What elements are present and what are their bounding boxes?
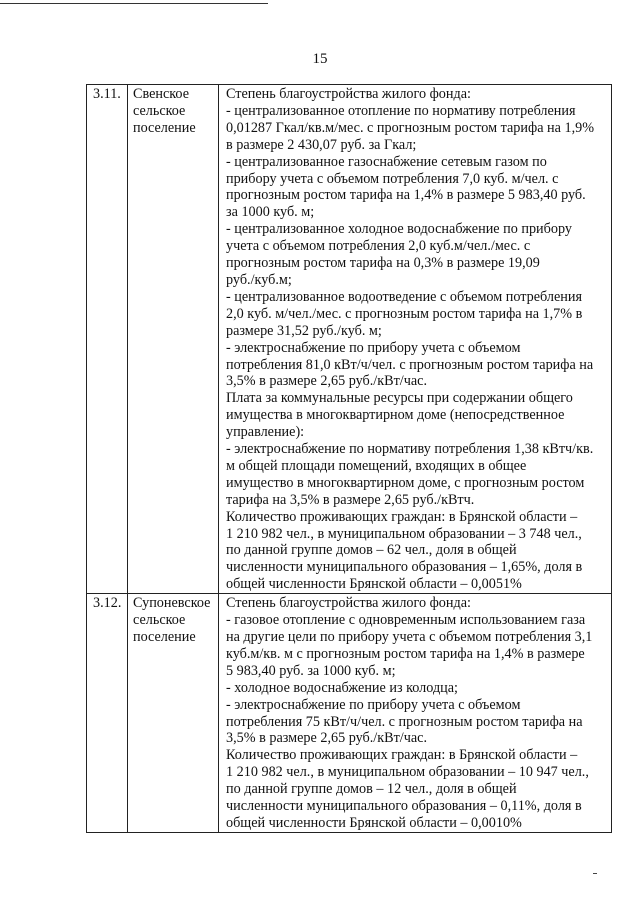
settlement-name	[128, 594, 219, 833]
row-number-text: 3.11.	[93, 86, 121, 102]
text-line: - централизованное отопление по нормативу потребления	[226, 102, 576, 119]
table-row	[87, 85, 612, 594]
text-line: 5 983,40 руб. за 1000 куб. м;	[226, 662, 396, 679]
text-line: куб.м/кв. м с прогнозным ростом тарифа на 1,4% в размере	[226, 645, 585, 662]
text-line: поселение	[133, 629, 196, 645]
text-line: по данной группе домов – 62 чел., доля в общей	[226, 542, 517, 559]
text-line: 3,5% в размере 2,65 руб./кВт/час.	[226, 373, 428, 390]
text-line: учета с объемом потребления 2,0 куб.м/чел./мес. с	[226, 238, 531, 255]
table-row	[87, 594, 612, 833]
text-line: - холодное водоснабжение из колодца;	[226, 679, 458, 696]
text-line: Количество проживающих граждан: в Брянской области –	[226, 747, 578, 764]
text-line: размере 31,52 руб./куб. м;	[226, 322, 382, 339]
row-number	[87, 85, 128, 594]
text-line: 1 210 982 чел., в муниципальном образовании – 3 748 чел.,	[226, 525, 582, 542]
text-line: - электроснабжение по нормативу потребления 1,38 кВтч/кв.	[226, 441, 594, 458]
document-table	[86, 84, 612, 833]
text-line: Количество проживающих граждан: в Брянской области –	[226, 508, 578, 525]
text-line: тарифа на 3,5% в размере 2,65 руб./кВтч.	[226, 491, 475, 508]
text-line: - электроснабжение по прибору учета с объемом	[226, 339, 521, 356]
text-line: руб./куб.м;	[226, 271, 292, 288]
text-line: на другие цели по прибору учета с объемом потребления 3,1	[226, 629, 593, 645]
text-line: в размере 2 430,07 руб. за Гкал;	[226, 136, 417, 153]
table-body	[87, 85, 612, 833]
text-line: управление):	[226, 424, 305, 441]
text-line: - централизованное газоснабжение сетевым газом по	[226, 153, 547, 170]
text-line: 2,0 куб. м/чел./мес. с прогнозным ростом тарифа на 1,7% в	[226, 305, 583, 322]
text-line: Плата за коммунальные ресурсы при содержании общего	[226, 390, 573, 407]
text-line: 1 210 982 чел., в муниципальном образовании – 10 947 чел.,	[226, 764, 589, 781]
text-line: имущество в многоквартирном доме, с прогнозным ростом	[226, 474, 585, 491]
text-line: потребления 81,0 кВт/ч/чел. с прогнозным ростом тарифа на	[226, 356, 594, 373]
row-number-text: 3.12.	[93, 595, 122, 612]
text-line: численности муниципального образования – 1,65%, доля в	[226, 559, 583, 576]
text-line: сельское	[133, 612, 186, 629]
text-line: потребления 75 кВт/ч/чел. с прогнозным ростом тарифа на	[226, 713, 583, 730]
text-line: - электроснабжение по прибору учета с объемом	[226, 696, 521, 713]
text-line: поселение	[133, 119, 196, 136]
text-line: Степень благоустройства жилого фонда:	[226, 86, 471, 102]
text-line: общей численности Брянской области – 0,0010%	[226, 814, 522, 831]
text-line: Супоневское	[133, 595, 211, 612]
settlement-description	[219, 85, 612, 594]
text-line: 3,5% в размере 2,65 руб./кВт/час.	[226, 730, 428, 747]
text-line: - газовое отопление с одновременным использованием газа	[226, 612, 586, 629]
margin-tick	[593, 873, 597, 874]
top-rule	[0, 3, 268, 4]
text-line: м общей площади помещений, входящих в общее	[226, 457, 527, 474]
text-line: численности муниципального образования – 0,11%, доля в	[226, 798, 582, 815]
text-line: прибору учета с объемом потребления 7,0 куб. м/чел. с	[226, 170, 559, 187]
text-line: прогнозным ростом тарифа на 0,3% в размере 19,09	[226, 255, 540, 272]
text-line: 0,01287 Гкал/кв.м/мес. с прогнозным ростом тарифа на 1,9%	[226, 119, 595, 136]
text-line: - централизованное холодное водоснабжение по прибору	[226, 221, 572, 238]
text-line: общей численности Брянской области – 0,0051%	[226, 576, 522, 593]
text-line: Свенское	[133, 86, 190, 102]
text-line: Степень благоустройства жилого фонда:	[226, 595, 471, 612]
settlement-description	[219, 594, 612, 833]
text-line: имущества в многоквартирном доме (непосредственное	[226, 407, 565, 424]
settlement-name	[128, 85, 219, 594]
text-line: по данной группе домов – 12 чел., доля в общей	[226, 781, 517, 798]
row-number	[87, 594, 128, 833]
text-line: за 1000 куб. м;	[226, 204, 315, 221]
text-line: сельское	[133, 102, 186, 119]
text-line: - централизованное водоотведение с объемом потребления	[226, 288, 582, 305]
page-number: 15	[312, 51, 328, 67]
text-line: прогнозным ростом тарифа на 1,4% в размере 5 983,40 руб.	[226, 187, 586, 204]
